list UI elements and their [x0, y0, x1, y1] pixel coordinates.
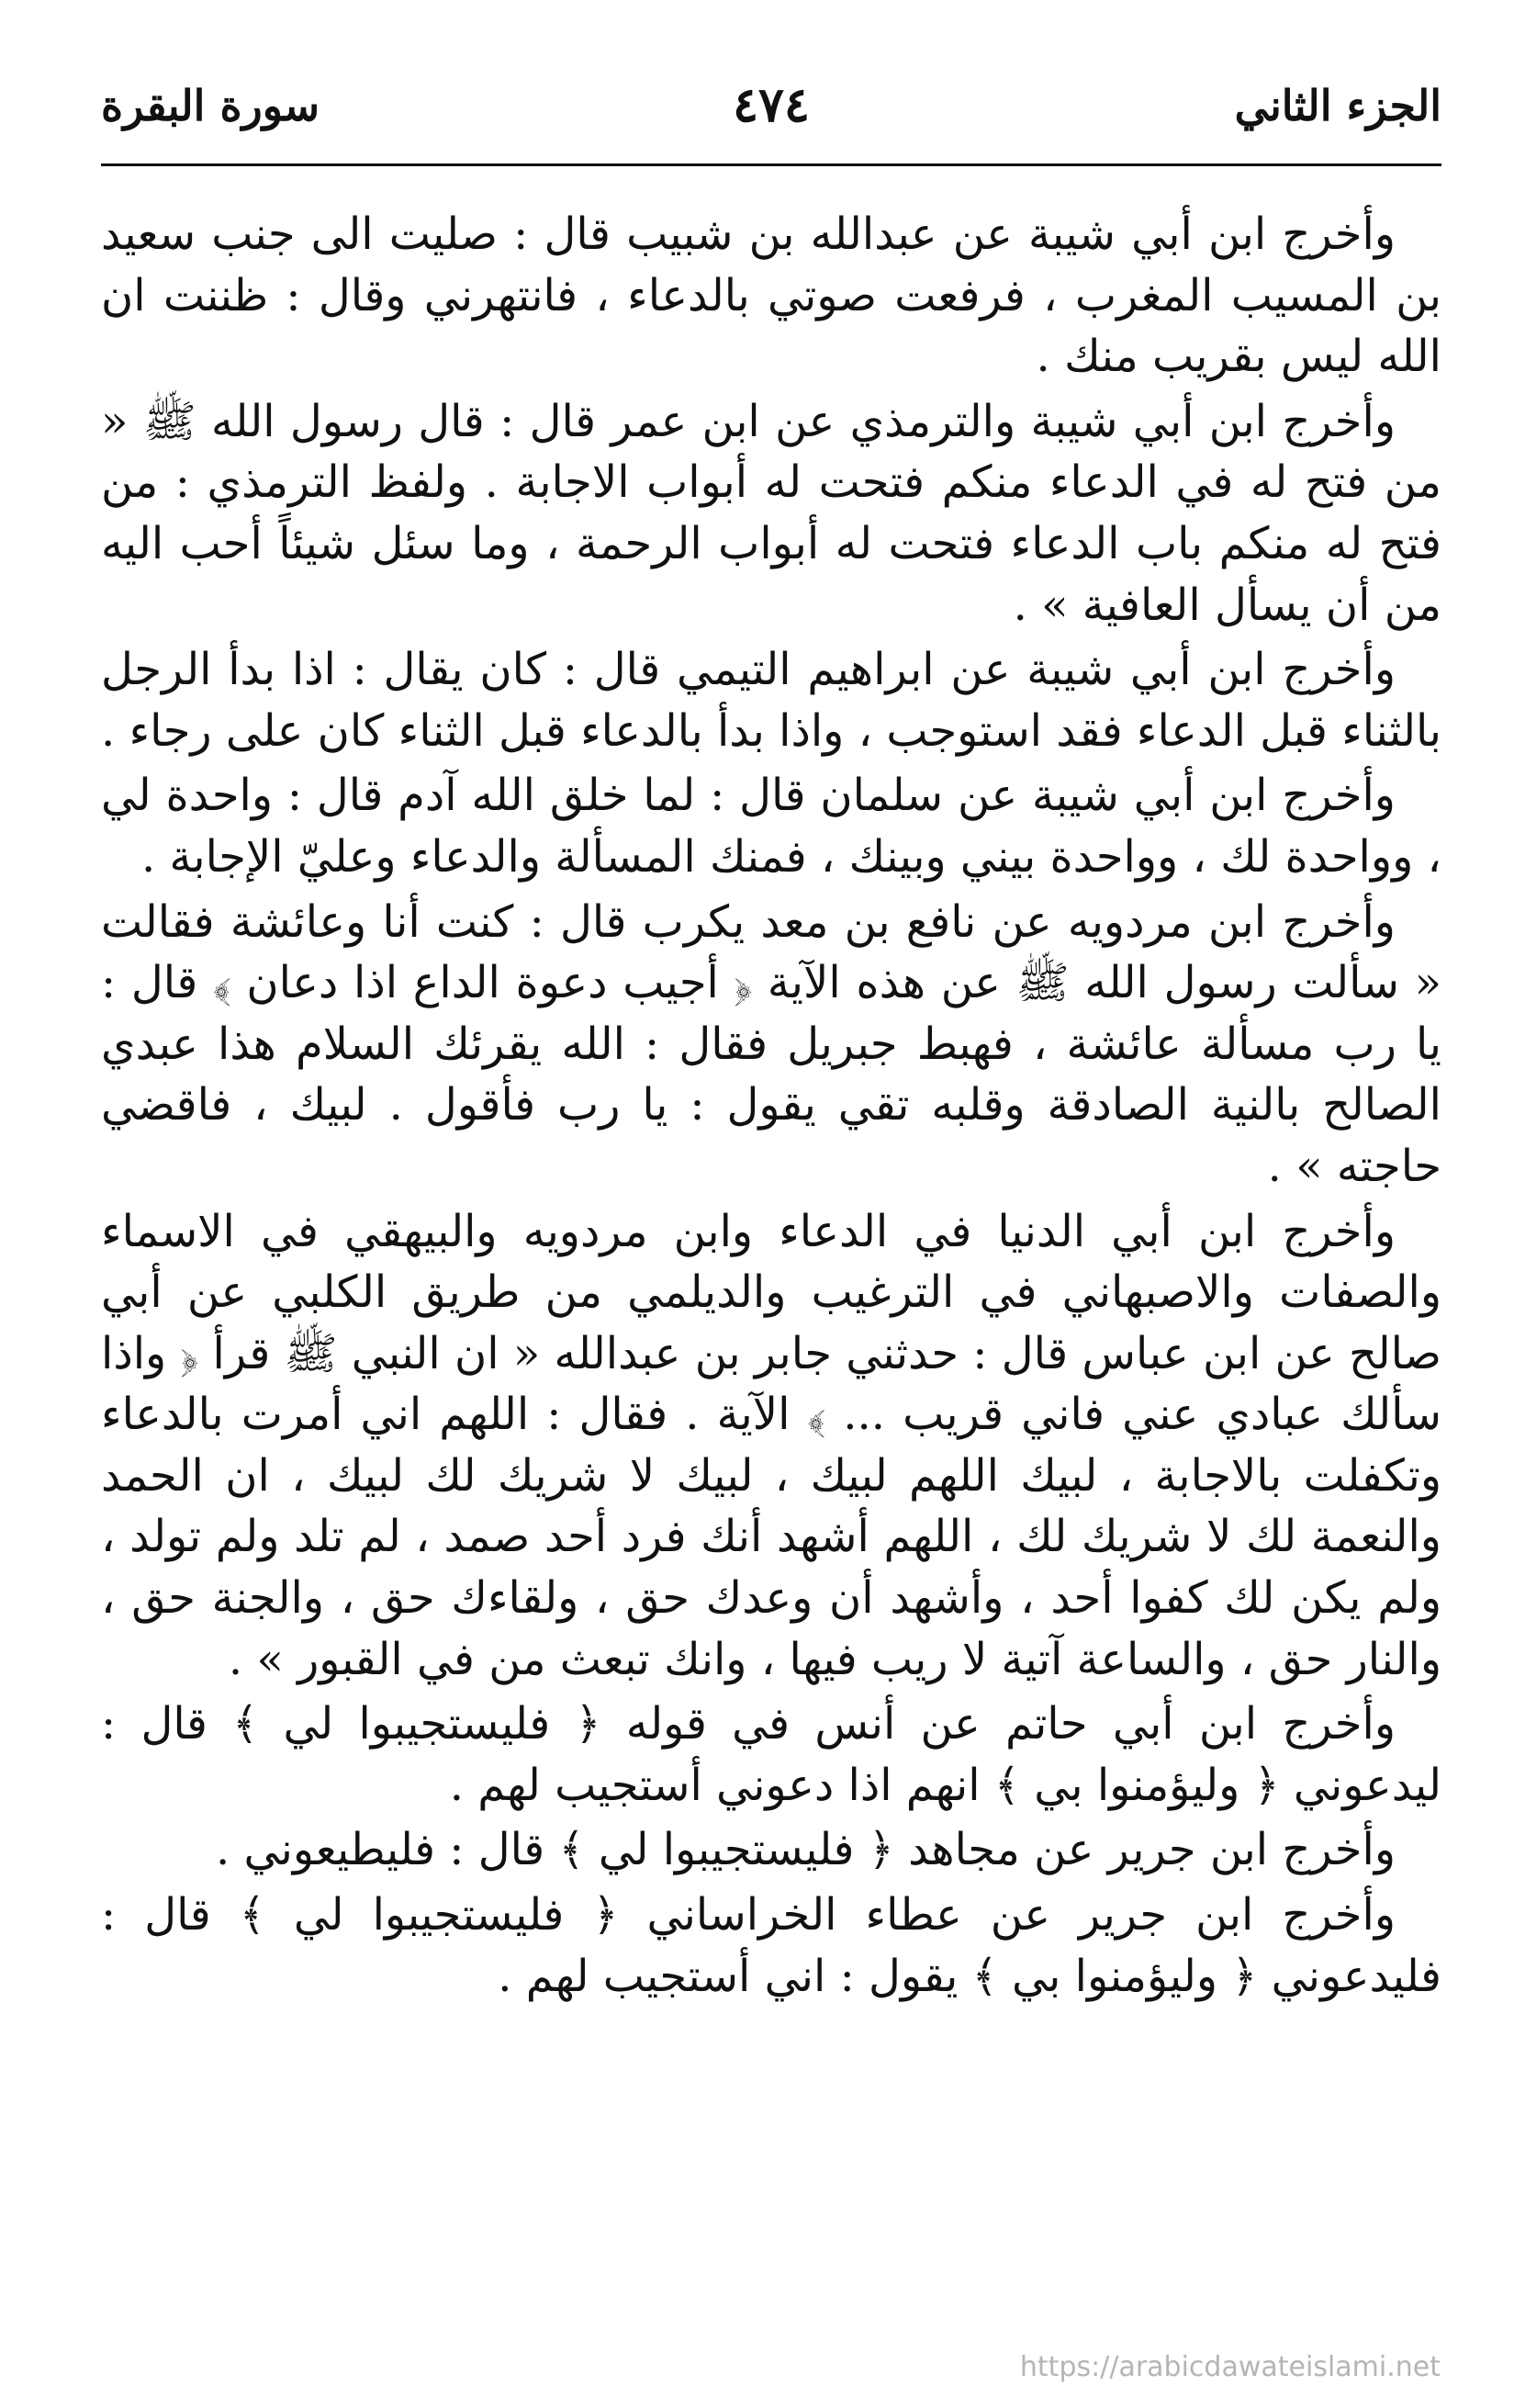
- paragraph-2: [101, 391, 1441, 636]
- paragraph-text: وأخرج ابن جرير عن عطاء الخراساني ﴿ فليستجيبوا لي ﴾ قال : فليدعوني ﴿ وليؤمنوا بي ﴾ يقول : اني أستجيب لهم .: [101, 1889, 1441, 2002]
- paragraph-1: [101, 204, 1441, 388]
- paragraph-6: [101, 1201, 1441, 1691]
- header-divider: [101, 163, 1441, 166]
- paragraph-text: وأخرج ابن جرير عن مجاهد ﴿ فليستجيبوا لي ﴾ قال : فليطيعوني .: [216, 1824, 1396, 1876]
- paragraph-text: وأخرج ابن أبي شيبة عن سلمان قال : لما خلق الله آدم قال : واحدة لي ، وواحدة لك ، وواحدة بيني وبينك ، فمنك المسألة والدعاء وعليّ الإجابة .: [101, 770, 1441, 883]
- paragraph-text: وأخرج ابن أبي الدنيا في الدعاء وابن مردويه والبيهقي في الاسماء والصفات والاصبهاني في الترغيب والديلمي من طريق الكلبي عن أبي صالح عن ابن عباس قال : حدثني جابر بن عبدالله « ان النبي ﷺ قرأ ﴿ واذا سألك عبادي عني فاني قريب ... ﴾ الآية . فقال : اللهم اني أمرت بالدعاء وتكفلت بالاجابة ، لبيك اللهم لبيك ، لبيك لا شريك لك لبيك ، ان الحمد والنعمة لك لا شريك لك ، اللهم أشهد أنك فرد أحد صمد ، لم تلد ولم تولد ، ولم يكن لك كفوا أحد ، وأشهد أن وعدك حق ، ولقاءك حق ، والجنة حق ، والنار حق ، والساعة آتية لا ريب فيها ، وانك تبعث من في القبور » .: [101, 1205, 1441, 1685]
- paragraph-3: [101, 639, 1441, 761]
- paragraph-8: [101, 1819, 1441, 1881]
- paragraph-7: [101, 1693, 1441, 1816]
- page-body: [101, 204, 1441, 2316]
- paragraph-text: وأخرج ابن أبي شيبة عن عبدالله بن شبيب قال : صليت الى جنب سعيد بن المسيب المغرب ، فرفعت صوتي بالدعاء ، فانتهرني وقال : ظننت ان الله ليس بقريب منك .: [101, 208, 1441, 383]
- paragraph-9: [101, 1885, 1441, 2007]
- watermark-url: https://arabicdawateislami.net: [1019, 2351, 1441, 2383]
- part-title: الجزء الثاني: [1234, 81, 1441, 130]
- surah-title: سورة البقرة: [101, 81, 320, 130]
- paragraph-5: [101, 892, 1441, 1198]
- paragraph-text: وأخرج ابن أبي شيبة والترمذي عن ابن عمر قال : قال رسول الله ﷺ « من فتح له في الدعاء منكم فتحت له أبواب الاجابة . ولفظ الترمذي : من فتح له منكم باب الدعاء فتحت له أبواب الرحمة ، وما سئل شيئاً أحب اليه من أن يسأل العافية » .: [101, 395, 1441, 631]
- paragraph-text: وأخرج ابن أبي حاتم عن أنس في قوله ﴿ فليستجيبوا لي ﴾ قال : ليدعوني ﴿ وليؤمنوا بي ﴾ انهم اذا دعوني أستجيب لهم .: [101, 1698, 1441, 1811]
- paragraph-4: [101, 765, 1441, 887]
- paragraph-text: وأخرج ابن أبي شيبة عن ابراهيم التيمي قال : كان يقال : اذا بدأ الرجل بالثناء قبل الدعاء فقد استوجب ، واذا بدأ بالدعاء قبل الثناء كان على رجاء .: [101, 644, 1441, 757]
- paragraph-text: وأخرج ابن مردويه عن نافع بن معد يكرب قال : كنت أنا وعائشة فقالت « سألت رسول الله ﷺ عن هذه الآية ﴿ أجيب دعوة الداع اذا دعان ﴾ قال : يا رب مسألة عائشة ، فهبط جبريل فقال : الله يقرئك السلام هذا عبدي الصالح بالنية الصادقة وقلبه تقي يقول : يا رب فأقول . لبيك ، فاقضي حاجته » .: [101, 895, 1441, 1192]
- page-header: [101, 72, 1441, 154]
- page-number: ٤٧٤: [733, 77, 810, 133]
